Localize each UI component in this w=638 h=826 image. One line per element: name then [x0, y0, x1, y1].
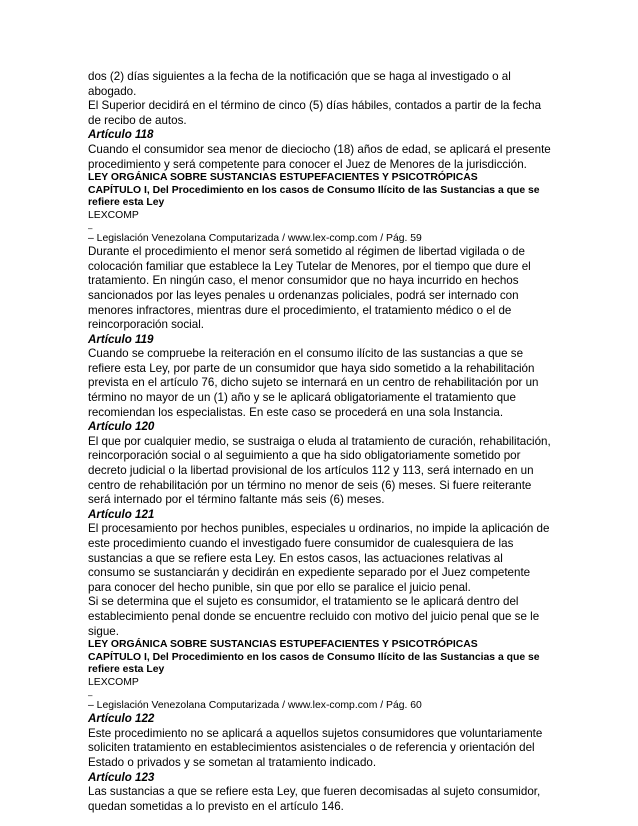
paragraph: Cuando se compruebe la reiteración en el consumo ilícito de las sustancias a que se refiere esta Ley, por parte de un consumidor que haya sido sometido a la rehabilitación prevista en el artículo 76, dicho sujeto se internará en un centro de rehabilitación por un término no mayor de un (1) año y se le aplicará obligatoriamente el tratamiento que recomiendan los especialistas. En este caso se procederá en una sola Instancia. — [88, 347, 539, 419]
law-title: LEY ORGÁNICA SOBRE SUSTANCIAS ESTUPEFACIENTES Y PSICOTRÓPICAS — [88, 172, 478, 184]
article-heading: Artículo 120 — [88, 420, 155, 434]
paragraph: Cuando el consumidor sea menor de dieciocho (18) años de edad, se aplicará el presente procedimiento y será competente para conocer el Juez de Menores de la jurisdicción. — [88, 142, 551, 171]
separator-dash: – — [88, 223, 93, 233]
publisher-name: LEXCOMP — [88, 209, 139, 221]
paragraph: El procesamiento por hechos punibles, especiales u ordinarios, no impide la aplicación de este procedimiento cuando el investigado fuere consumidor de cualesquiera de las sustancias a que se refiere esta Ley. En estos casos, las actuaciones relativas al consumo se sustanciarán y decidirán en expediente separado por el Juez competente para conocer del hecho punible, sin que por ello se paralice el juicio penal. — [88, 522, 550, 594]
law-title: LEY ORGÁNICA SOBRE SUSTANCIAS ESTUPEFACIENTES Y PSICOTRÓPICAS — [88, 639, 478, 651]
chapter-title: CAPÍTULO I, Del Procedimiento en los casos de Consumo Ilícito de las Sustancias a que se refiere esta Ley — [88, 651, 540, 676]
article-heading: Artículo 122 — [88, 712, 155, 726]
article-heading: Artículo 121 — [88, 507, 155, 521]
chapter-title: CAPÍTULO I, Del Procedimiento en los casos de Consumo Ilícito de las Sustancias a que se refiere esta Ley — [88, 184, 540, 209]
paragraph: El Superior decidirá en el término de cinco (5) días hábiles, contados a partir de la fecha de recibo de autos. — [88, 99, 542, 127]
paragraph: Si se determina que el sujeto es consumidor, el tratamiento se le aplicará dentro del establecimiento penal donde se encuentre recluido con motivo del juicio penal que se le sigue. — [88, 595, 540, 638]
page-footer: – Legislación Venezolana Computarizada / www.lex-comp.com / Pág. 60 — [88, 699, 422, 711]
page-footer: – Legislación Venezolana Computarizada / www.lex-comp.com / Pág. 59 — [88, 232, 422, 244]
paragraph: Este procedimiento no se aplicará a aquellos sujetos consumidores que voluntariamente soliciten tratamiento en establecimientos asistenciales o de referencia y orientación del Estado o privados y se sometan al tratamiento indicado. — [88, 726, 543, 769]
publisher-name: LEXCOMP — [88, 676, 139, 688]
separator-dash: – — [88, 690, 93, 700]
paragraph: dos (2) días siguientes a la fecha de la notificación que se haga al investigado o al abogado. — [88, 70, 511, 98]
document-page — [88, 70, 558, 814]
article-heading: Artículo 123 — [88, 770, 155, 784]
paragraph: El que por cualquier medio, se sustraiga o eluda al tratamiento de curación, rehabilitación, reincorporación social o al seguimiento a que ha sido obligatoriamente sometido por decreto judicial o la libertad provisional de los artículos 112 y 113, será internado en un centro de rehabilitación por un término no menor de seis (6) meses. Si fuere reiterante será internado por el término faltante más seis (6) meses. — [88, 434, 551, 507]
article-heading: Artículo 119 — [88, 332, 154, 346]
article-heading: Artículo 118 — [88, 128, 154, 142]
paragraph: Durante el procedimiento el menor será sometido al régimen de libertad vigilada o de colocación familiar que establece la Ley Tutelar de Menores, por el tiempo que dure el tratamiento. En ningún caso, el menor consumidor que no haya incurrido en hechos sancionados por las leyes penales u ordenanzas policiales, podrá ser internado con menores infractores, mientras dure el procedimiento, el tratamiento médico o el de reincorporación social. — [88, 245, 531, 332]
paragraph: Las sustancias a que se refiere esta Ley, que fueren decomisadas al sujeto consumidor, quedan sometidas a lo previsto en el artículo 146. — [88, 785, 541, 813]
